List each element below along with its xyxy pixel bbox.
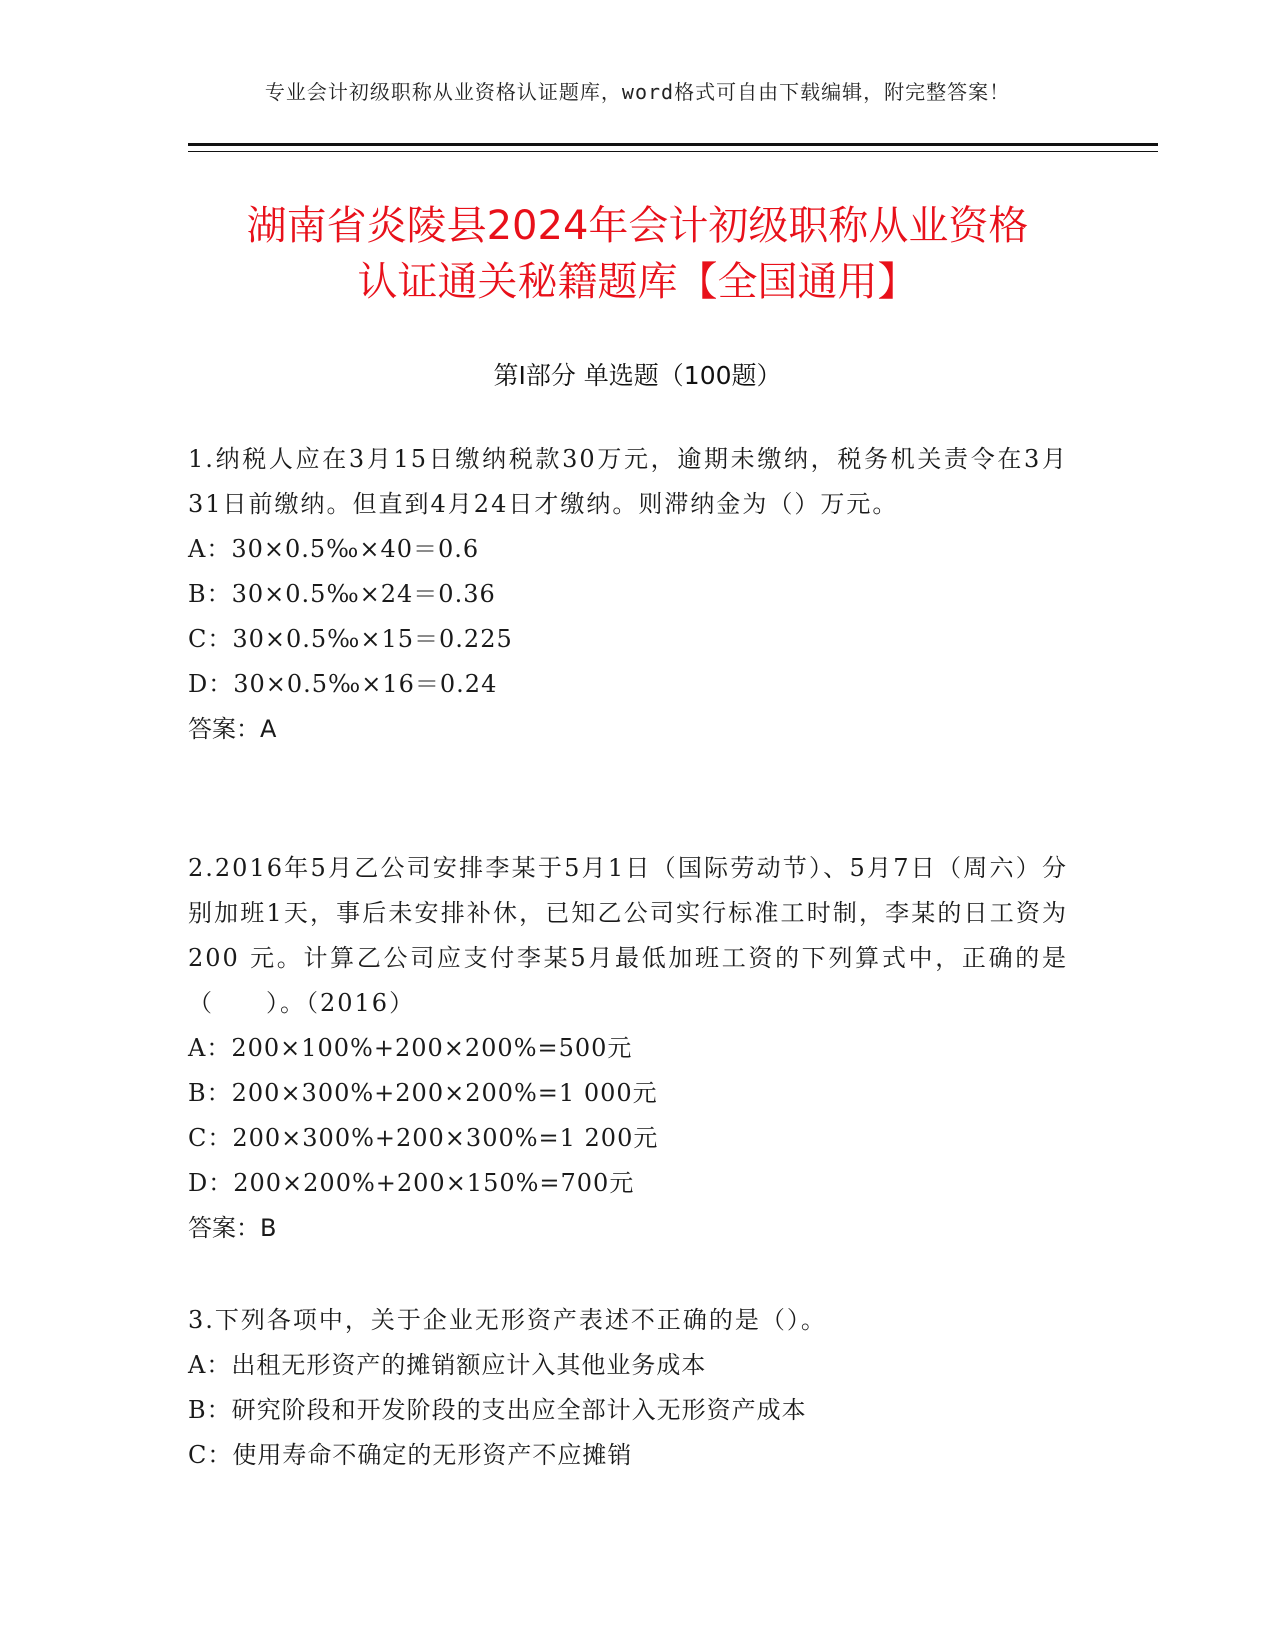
question-2 (188, 846, 1068, 1251)
option-c: C：使用寿命不确定的无形资产不应摊销 (188, 1441, 633, 1469)
option-c: C：30×0.5‰×15＝0.225 (188, 625, 513, 653)
question-3 (188, 1298, 1068, 1478)
document-title (180, 198, 1095, 310)
question-1 (188, 437, 1068, 752)
option-b: B：30×0.5‰×24＝0.36 (188, 580, 496, 608)
document-title-line2: 认证通关秘籍题库【全国通用】 (357, 259, 918, 305)
header-rule-thick (188, 143, 1158, 146)
section-title: 第Ⅰ部分 单选题（100题） (493, 361, 782, 390)
option-a: A：30×0.5‰×40＝0.6 (188, 535, 480, 563)
option-d: D：30×0.5‰×16＝0.24 (188, 670, 498, 698)
option-d: D：200×200%+200×150%=700元 (188, 1169, 635, 1197)
answer: 答案：A (188, 715, 277, 743)
question-stem: 3.下列各项中，关于企业无形资产表述不正确的是（）。 (188, 1306, 827, 1334)
option-b: B：200×300%+200×200%=1 000元 (188, 1079, 658, 1107)
question-stem: 1.纳税人应在3月15日缴纳税款30万元，逾期未缴纳，税务机关责令在3月31日前缴纳。但直到4月24日才缴纳。则滞纳金为（）万元。 (188, 445, 1068, 518)
option-a: A：200×100%+200×200%=500元 (188, 1034, 633, 1062)
option-a: A：出租无形资产的摊销额应计入其他业务成本 (188, 1351, 707, 1379)
option-b: B：研究阶段和开发阶段的支出应全部计入无形资产成本 (188, 1396, 807, 1424)
header-note: 专业会计初级职称从业资格认证题库，word格式可自由下载编辑，附完整答案！ (264, 80, 1011, 104)
answer: 答案：B (188, 1214, 277, 1242)
question-stem: 2.2016年5月乙公司安排李某于5月1日（国际劳动节）、5月7日（周六）分别加班1天，事后未安排补休，已知乙公司实行标准工时制，李某的日工资为200 元。计算乙公司应支付李某5月最低加班工资的下列算式中，正确的是（ ）。（2016） (188, 854, 1068, 1017)
document-title-line1: 湖南省炎陵县2024年会计初级职称从业资格 (246, 203, 1029, 249)
header-rule-thin (188, 151, 1158, 152)
option-c: C：200×300%+200×300%=1 200元 (188, 1124, 659, 1152)
